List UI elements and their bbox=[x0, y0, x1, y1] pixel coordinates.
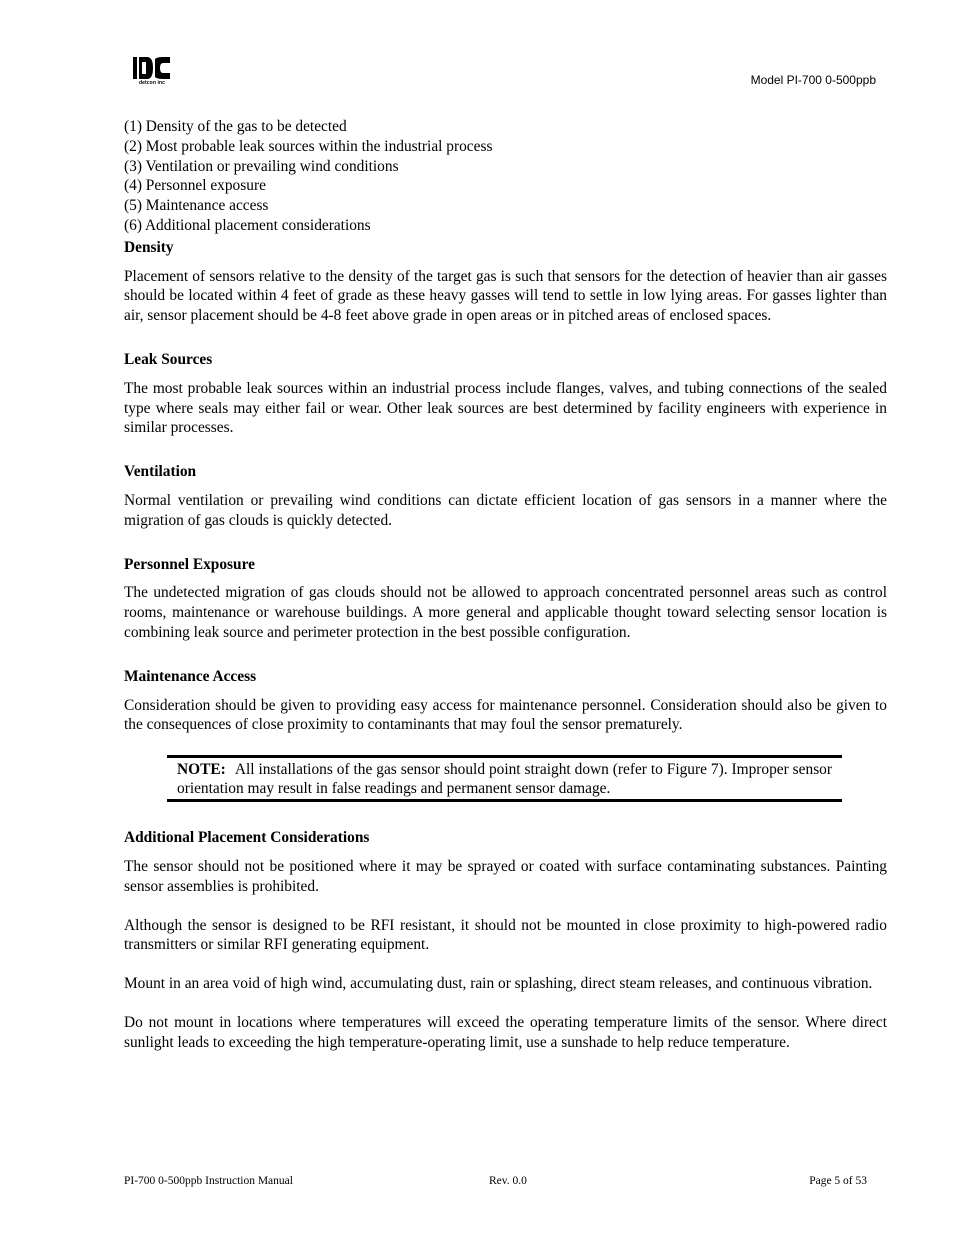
detcon-logo-icon bbox=[133, 56, 171, 80]
section-paragraph: The most probable leak sources within an industrial process include flanges, valves, and tubing connections of the sealed type where seals may either fail or wear. Other leak sources are best determined by facility engineers with experience in similar processes. bbox=[124, 379, 887, 437]
section-heading: Ventilation bbox=[124, 463, 197, 481]
section-paragraph: Although the sensor is designed to be RFI resistant, it should not be mounted in close proximity to high-powered radio transmitters or similar RFI generating equipment. bbox=[124, 916, 887, 954]
section-heading: Density bbox=[124, 238, 174, 256]
list-item: (3) Ventilation or prevailing wind conditions bbox=[124, 157, 399, 175]
section-maintenance-access bbox=[124, 667, 887, 735]
footer-page-number: Page 5 of 53 bbox=[809, 1175, 867, 1187]
footer-revision: Rev. 0.0 bbox=[489, 1175, 527, 1187]
list-item: (1) Density of the gas to be detected bbox=[124, 118, 347, 135]
note-text: All installations of the gas sensor should point straight down (refer to Figure 7). Improper sensor orientation may result in false readings and permanent sensor damage. bbox=[177, 761, 833, 798]
considerations-list bbox=[124, 117, 887, 236]
list-item: (5) Maintenance access bbox=[124, 197, 269, 215]
footer-manual-title: PI-700 0-500ppb Instruction Manual bbox=[124, 1175, 293, 1187]
section-leak-sources bbox=[124, 350, 887, 438]
section-heading: Additional Placement Considerations bbox=[124, 829, 370, 847]
section-personnel-exposure bbox=[124, 555, 887, 643]
section-heading: Maintenance Access bbox=[124, 667, 257, 685]
list-item: (6) Additional placement considerations bbox=[124, 216, 371, 234]
list-item: (4) Personnel exposure bbox=[124, 177, 266, 195]
section-additional-placement bbox=[124, 828, 887, 1052]
logo-text: detcon inc bbox=[138, 80, 165, 86]
section-heading: Personnel Exposure bbox=[124, 555, 255, 573]
section-ventilation bbox=[124, 462, 887, 530]
section-paragraph: The sensor should not be positioned where it may be sprayed or coated with surface contaminating substances. Painting sensor assemblies is prohibited. bbox=[124, 857, 887, 895]
section-paragraph: Consideration should be given to providing easy access for maintenance personnel. Consideration should also be given to the consequences of close proximity to contaminants that may foul the sensor prematurely. bbox=[124, 696, 887, 734]
header-model: Model PI-700 0-500ppb bbox=[750, 73, 876, 87]
section-heading: Leak Sources bbox=[124, 350, 213, 368]
note-label: NOTE: bbox=[177, 761, 226, 779]
note-box bbox=[167, 755, 842, 802]
document-body bbox=[124, 117, 887, 1053]
company-logo bbox=[133, 56, 171, 88]
list-item: (2) Most probable leak sources within the industrial process bbox=[124, 137, 493, 155]
section-paragraph: Do not mount in locations where temperatures will exceed the operating temperature limits of the sensor. Where direct sunlight leads to exceeding the high temperature-operating limit, use a sunshade to help reduce temperature. bbox=[124, 1013, 887, 1051]
section-density bbox=[124, 238, 887, 326]
section-paragraph: Mount in an area void of high wind, accumulating dust, rain or splashing, direct steam releases, and continuous vibration. bbox=[124, 975, 873, 993]
section-paragraph: Placement of sensors relative to the density of the target gas is such that sensors for the detection of heavier than air gasses should be located within 4 feet of grade as these heavy gasses will tend to settle in low lying areas. For gasses lighter than air, sensor placement should be 4-8 feet above grade in open areas or in pitched areas of enclosed spaces. bbox=[124, 267, 887, 325]
section-paragraph: Normal ventilation or prevailing wind conditions can dictate efficient location of gas sensors in a manner where the migration of gas clouds is quickly detected. bbox=[124, 491, 887, 529]
section-paragraph: The undetected migration of gas clouds should not be allowed to approach concentrated personnel areas such as control rooms, maintenance or warehouse buildings. A more general and applicable thought toward selecting sensor location is combining leak source and perimeter protection in the best possible configuration. bbox=[124, 584, 887, 641]
